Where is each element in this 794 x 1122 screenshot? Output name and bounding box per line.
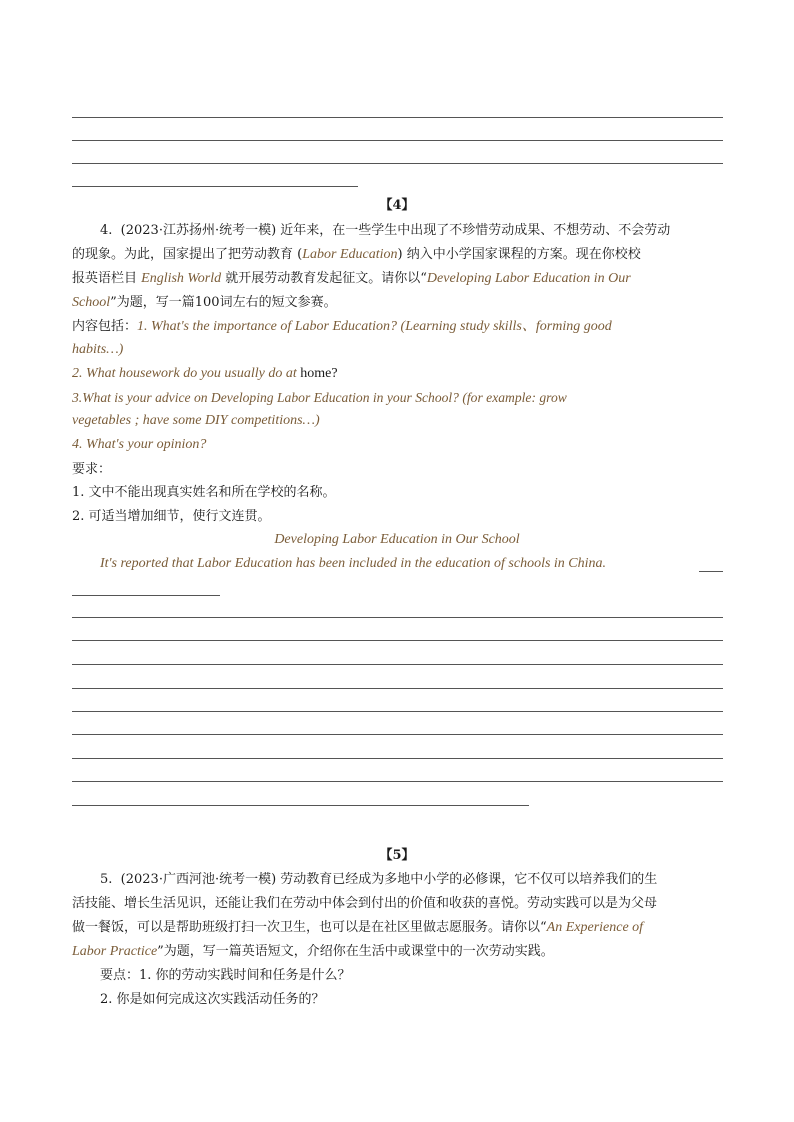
question-4-heading: 【4】 bbox=[379, 198, 415, 213]
q4-paragraph-line bbox=[100, 224, 670, 237]
q4-eng-text: Labor Education bbox=[302, 247, 398, 262]
q5-points-1: 要点：1. 你的劳动实践时间和任务是什么？ bbox=[100, 968, 351, 983]
content-item-1-cont: habits…) bbox=[72, 342, 124, 357]
content-item-2-end: home? bbox=[296, 366, 338, 381]
q4-eng-text: School bbox=[72, 295, 111, 310]
writing-line bbox=[72, 758, 723, 759]
q5-eng-text: An Experience of bbox=[546, 920, 644, 935]
q4-text: 4. (2023·江苏扬州·统考一模) 近年来，在一些学生中出现了不珍惜劳动成果、不想劳动、不会劳动 bbox=[100, 223, 671, 238]
content-item-3: 3.What is your advice on Developing Labor Education in your School? (for example: grow bbox=[72, 390, 567, 405]
content-item-1: 1. What's the importance of Labor Education? (Learning study skills、forming good bbox=[137, 319, 612, 334]
content-item-2-text: 2. What housework do you usually do at bbox=[72, 366, 297, 381]
writing-line bbox=[72, 617, 723, 618]
requirement-2: 2. 可适当增加细节，使行文连贯。 bbox=[72, 509, 271, 524]
q4-paragraph-line bbox=[72, 272, 631, 286]
writing-line bbox=[72, 186, 358, 187]
q4-text: ) 纳入中小学国家课程的方案。现在你校校 bbox=[397, 247, 641, 262]
q4-eng-text: Developing Labor Education in Our bbox=[426, 271, 631, 286]
writing-line bbox=[72, 140, 723, 141]
writing-line bbox=[72, 734, 723, 735]
requirement-1: 1. 文中不能出现真实姓名和所在学校的名称。 bbox=[72, 485, 336, 500]
q5-paragraph-line bbox=[72, 945, 554, 959]
writing-line bbox=[72, 117, 723, 118]
q5-paragraph-line: 活技能、增长生活见识，还能让我们在劳动中体会到付出的价值和收获的喜悦。劳动实践可以是为父母 bbox=[72, 896, 658, 911]
q5-text: 做一餐饭，可以是帮助班级打扫一次卫生，也可以是在社区里做志愿服务。请你以“ bbox=[72, 920, 547, 935]
q4-text: ”为题，写一篇100词左右的短文参赛。 bbox=[110, 295, 337, 310]
q5-paragraph-line bbox=[72, 921, 643, 935]
writing-line bbox=[72, 805, 529, 806]
requirements-label: 要求： bbox=[72, 462, 112, 477]
writing-line bbox=[72, 163, 723, 164]
q4-text: 报英语栏目 bbox=[72, 271, 142, 286]
content-label: 内容包括： bbox=[72, 319, 138, 334]
q4-text: 就开展劳动教育发起征文。请你以“ bbox=[221, 271, 427, 286]
writing-line bbox=[72, 664, 723, 665]
writing-line bbox=[72, 781, 723, 782]
essay-title: Developing Labor Education in Our School bbox=[274, 532, 520, 547]
q4-paragraph-line bbox=[72, 248, 641, 262]
q5-paragraph-line: 5. (2023·广西河池·统考一模) 劳动教育已经成为多地中小学的必修课，它不仅可以培养我们的生 bbox=[100, 872, 658, 887]
question-5-heading: 【5】 bbox=[379, 848, 415, 863]
content-item-2 bbox=[72, 367, 338, 381]
essay-opening: It's reported that Labor Education has been included in the education of schools in China. bbox=[100, 556, 607, 571]
writing-line bbox=[72, 711, 723, 712]
q5-text: ”为题，写一篇英语短文，介绍你在生活中或课堂中的一次劳动实践。 bbox=[157, 944, 554, 959]
q4-paragraph-line bbox=[72, 296, 337, 310]
content-item-3-cont: vegetables ; have some DIY competitions…) bbox=[72, 413, 320, 428]
q4-eng-text: English World bbox=[141, 271, 222, 286]
q5-points-2: 2. 你是如何完成这次实践活动任务的？ bbox=[100, 992, 325, 1007]
writing-line bbox=[699, 571, 723, 572]
q4-text: 的现象。为此，国家提出了把劳动教育 ( bbox=[72, 247, 303, 262]
writing-line bbox=[72, 640, 723, 641]
content-item-4: 4. What's your opinion? bbox=[72, 437, 207, 452]
q4-content-line bbox=[72, 320, 612, 334]
writing-line bbox=[72, 688, 723, 689]
writing-line bbox=[72, 595, 220, 596]
q5-eng-text: Labor Practice bbox=[72, 944, 158, 959]
